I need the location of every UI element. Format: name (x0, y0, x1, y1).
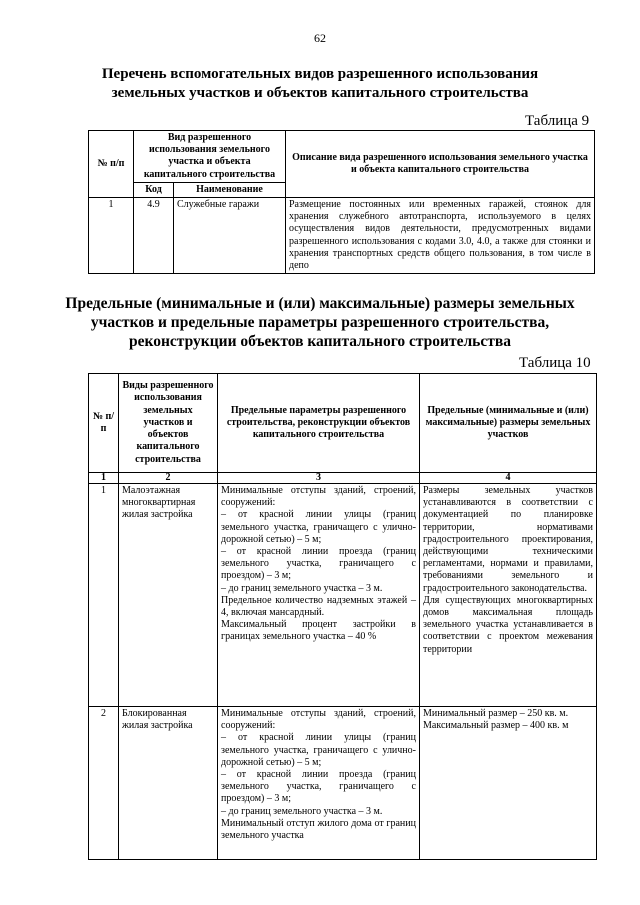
table10-header-params: Предельные параметры разрешенного строительства, реконструкции объектов капитального строительства (218, 374, 420, 473)
table9-cell-num: 1 (89, 198, 134, 274)
section2-title-line1: Предельные (минимальные и (или) максимальные) размеры земельных (65, 295, 575, 312)
param-line: – до границ земельного участка – 3 м. (221, 582, 383, 594)
table10-colnum-3: 3 (218, 473, 420, 484)
table10-colnum-2: 2 (119, 473, 218, 484)
table10-row1-num: 1 (89, 484, 119, 707)
size-line: Максимальный размер – 400 кв. м (423, 720, 569, 732)
param-line: Предельное количество надземных этажей – 4, включая мансардный. (221, 594, 416, 619)
table-row (89, 484, 597, 707)
table9-cell-code: 4.9 (134, 198, 174, 274)
table9-header-desc: Описание вида разрешенного использования земельного участка и объекта капитального строительства (286, 131, 595, 198)
table9-header-code: Код (134, 182, 174, 197)
table10-header-sizes: Предельные (минимальные и (или) максимальные) размеры земельных участков (420, 374, 597, 473)
table10-row1-kind: Малоэтажная многоквартирная жилая застройка (119, 484, 218, 707)
table9-caption: Таблица 9 (525, 113, 590, 129)
page-number: 62 (314, 31, 326, 45)
param-line: Максимальный процент застройки в границах земельного участка – 40 % (221, 619, 416, 643)
table9-header-num: № п/п (89, 131, 134, 198)
table10-row2-kind: Блокированная жилая застройка (119, 707, 218, 860)
section1-title-line2: земельных участков и объектов капитального строительства (111, 85, 529, 101)
table10-header-kind: Виды разрешенного использования земельных участков и объектов капитального строительства (119, 374, 218, 473)
table10-colnum-4: 4 (420, 473, 597, 484)
section2-title-line2: участков и предельные параметры разрешенного строительства, (90, 314, 550, 331)
param-line: – от красной линии проезда (границ земельного участка, граничащего с проездом) – 3 м; (221, 769, 416, 805)
table9-header-kind: Вид разрешенного использования земельного участка и объекта капитального строительства (134, 131, 286, 183)
table10-row2-sizes (420, 707, 597, 860)
table9-cell-desc: Размещение постоянных или временных гаражей, стоянок для хранения служебного автотранспорта, используемого в целях осуществления видов деятельности, предусмотренных видами разрешенного использования с кодами 3.0, 4.0, а также для стоянки и хранения транспортных средств общего пользования, в том числе в депо (286, 198, 595, 274)
table9-header-name: Наименование (174, 182, 286, 197)
table10-header-num: № п/п (89, 374, 119, 473)
param-line: Минимальные отступы зданий, строений, сооружений: (221, 708, 416, 732)
table-row (89, 198, 595, 274)
table10 (88, 373, 597, 860)
table10-row2-num: 2 (89, 707, 119, 860)
param-line: Минимальные отступы зданий, строений, сооружений: (221, 485, 416, 509)
table10-row1-sizes (420, 484, 597, 707)
table10-caption: Таблица 10 (519, 355, 591, 371)
param-line: – от красной линии улицы (границ земельного участка, граничащего с улично-дорожной сетью) – 5 м; (221, 732, 416, 768)
param-line: Минимальный отступ жилого дома от границ земельного участка (221, 817, 416, 842)
param-line: – от красной линии улицы (границ земельного участка, граничащего с улично-дорожной сетью) – 5 м; (221, 509, 416, 545)
param-line: – до границ земельного участка – 3 м. (221, 805, 383, 817)
section2-title-line3: реконструкции объектов капитального строительства (129, 333, 511, 350)
table10-colnum-1: 1 (89, 473, 119, 484)
table9-cell-name: Служебные гаражи (174, 198, 286, 274)
table10-row2-params (218, 707, 420, 860)
size-line: Минимальный размер – 250 кв. м. (423, 708, 569, 719)
table-row (89, 707, 597, 860)
section1-title-line1: Перечень вспомогательных видов разрешенного использования (101, 66, 539, 82)
table9 (88, 130, 595, 274)
param-line: – от красной линии проезда (границ земельного участка, граничащего с проездом) – 3 м; (221, 546, 416, 582)
size-line: Для существующих многоквартирных домов максимальная площадь земельного участка устанавливается в соответствии с проектом межевания территории (423, 594, 593, 655)
size-line: Размеры земельных участков устанавливаются в соответствии с документацией по планировке территории, нормативами градостроительного проектирования, действующими техническими регламентами, нормами и правилами, требованиями земельного и градостроительного законодательства. (423, 485, 593, 594)
table10-row1-params (218, 484, 420, 707)
